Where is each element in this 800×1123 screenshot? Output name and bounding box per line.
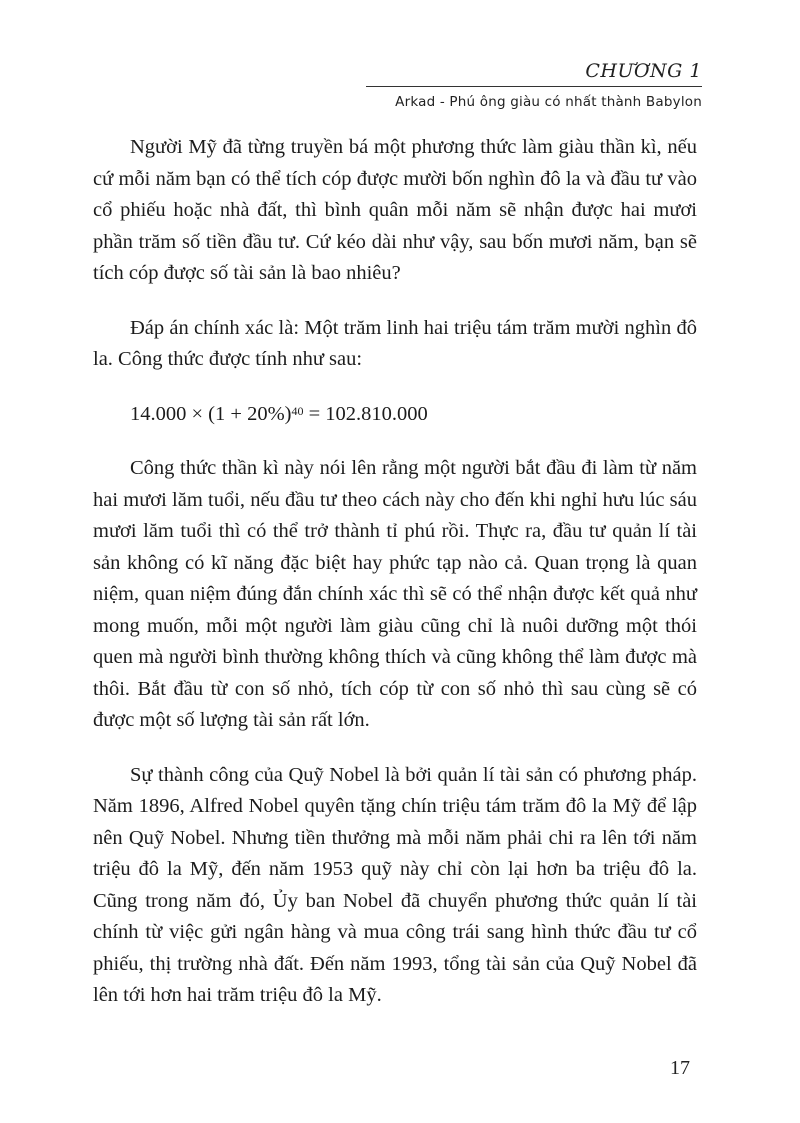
page-number: 17 <box>670 1057 690 1079</box>
formula-exponent: 40 <box>291 403 304 418</box>
paragraph-3: Công thức thần kì này nói lên rằng một người bắt đầu đi làm từ năm hai mươi lăm tuổi, nếu đầu tư theo cách này cho đến khi nghỉ hưu lúc sáu mươi lăm tuổi thì có thể trở thành tỉ phú rồi. Thực ra, đầu tư quản lí tài sản không có kĩ năng đặc biệt hay phức tạp nào cả. Quan trọng là quan niệm, quan niệm đúng đắn chính xác thì sẽ có thể nhận được kết quả như mong muốn, mỗi một người làm giàu cũng chỉ là nuôi dưỡng một thói quen mà người bình thường không thích và cũng không thể làm được mà thôi. Bắt đầu từ con số nhỏ, tích cóp từ con số nhỏ thì sau cùng sẽ có được một số lượng tài sản rất lớn. <box>93 457 697 731</box>
paragraph-4: Sự thành công của Quỹ Nobel là bởi quản lí tài sản có phương pháp. Năm 1896, Alfred Nobel quyên tặng chín triệu tám trăm đô la Mỹ để lập nên Quỹ Nobel. Nhưng tiền thưởng mà mỗi năm phải chi ra lên tới năm triệu đô la Mỹ, đến năm 1953 quỹ này chỉ còn lại hơn ba triệu đô la. Cũng trong năm đó, Ủy ban Nobel đã chuyển phương thức quản lí tài chính từ việc gửi ngân hàng và mua công trái sang hình thức đầu tư cổ phiếu, thị trường nhà đất. Đến năm 1993, tổng tài sản của Quỹ Nobel đã lên tới hơn hai trăm triệu đô la Mỹ. <box>93 763 697 1006</box>
body-text <box>93 132 697 1035</box>
chapter-title: CHƯƠNG 1 <box>585 60 702 82</box>
formula <box>93 399 697 431</box>
running-header <box>366 58 702 113</box>
paragraph-2: Đáp án chính xác là: Một trăm linh hai triệu tám trăm mười nghìn đô la. Công thức được tính như sau: <box>93 316 697 370</box>
header-divider <box>366 86 702 87</box>
chapter-subtitle: Arkad - Phú ông giàu có nhất thành Babylon <box>395 94 702 110</box>
paragraph-1: Người Mỹ đã từng truyền bá một phương thức làm giàu thần kì, nếu cứ mỗi năm bạn có thể tích cóp được mười bốn nghìn đô la và đầu tư vào cổ phiếu hoặc nhà đất, thì bình quân mỗi năm sẽ nhận được hai mươi phần trăm số tiền đầu tư. Cứ kéo dài như vậy, sau bốn mươi năm, bạn sẽ tích cóp được số tài sản là bao nhiêu? <box>93 136 697 284</box>
formula-result: = 102.810.000 <box>303 402 428 425</box>
formula-base: 14.000 × (1 + 20%) <box>130 402 292 425</box>
